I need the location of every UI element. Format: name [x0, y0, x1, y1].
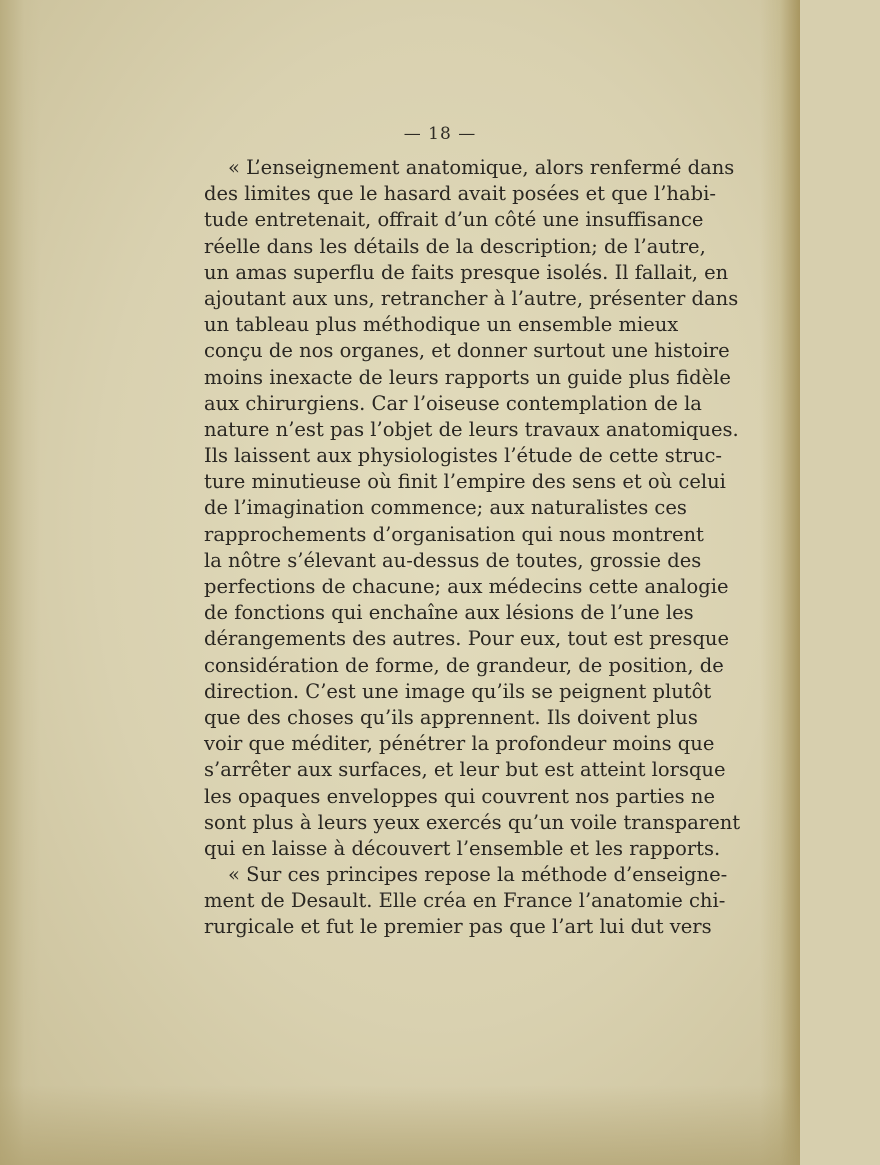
page-edge-shadow-bottom: [0, 1085, 800, 1165]
text-line: ture minutieuse où finit l’empire des sens et où celui: [204, 470, 726, 494]
text-line: « Sur ces principes repose la méthode d’enseigne-: [228, 863, 728, 887]
text-line: s’arrêter aux surfaces, et leur but est atteint lorsque: [204, 758, 726, 782]
text-line: ment de Desault. Elle créa en France l’anatomie chi-: [204, 889, 726, 913]
body-text: [204, 155, 741, 941]
text-line: moins inexacte de leurs rapports un guide plus fidèle: [204, 365, 731, 389]
text-line: considération de forme, de grandeur, de position, de: [204, 653, 724, 677]
text-line: la nôtre s’élevant au-dessus de toutes, grossie des: [204, 548, 702, 572]
text-line: de fonctions qui enchaîne aux lésions de l’une les: [204, 601, 694, 625]
text-line: voir que méditer, pénétrer la profondeur moins que: [204, 732, 715, 756]
page-edge-shadow-left: [0, 0, 40, 1165]
text-line: conçu de nos organes, et donner surtout une histoire: [204, 339, 730, 363]
text-line: dérangements des autres. Pour eux, tout est presque: [204, 627, 730, 651]
text-line: tude entretenait, offrait d’un côté une insuffisance: [204, 208, 704, 232]
text-line: « L’enseignement anatomique, alors renfermé dans: [228, 156, 735, 179]
text-line: rurgicale et fut le premier pas que l’art lui dut vers: [204, 915, 712, 939]
page-edge-shadow-right: [760, 0, 800, 1165]
text-line: que des choses qu’ils apprennent. Ils doivent plus: [204, 705, 698, 729]
text-line: un tableau plus méthodique un ensemble mieux: [204, 313, 679, 337]
text-line: de l’imagination commence; aux naturalistes ces: [204, 496, 687, 520]
text-line: ajoutant aux uns, retrancher à l’autre, présenter dans: [204, 286, 739, 310]
page-number: — 18 —: [403, 124, 477, 144]
text-line: perfections de chacune; aux médecins cette analogie: [204, 575, 729, 598]
text-line: un amas superflu de faits presque isolés. Il fallait, en: [204, 260, 729, 284]
text-line: des limites que le hasard avait posées et que l’habi-: [204, 182, 716, 206]
text-line: aux chirurgiens. Car l’oiseuse contemplation de la: [204, 391, 702, 415]
paragraph: [204, 862, 728, 941]
text-line: nature n’est pas l’objet de leurs travaux anatomiques.: [204, 417, 739, 441]
text-line: qui en laisse à découvert l’ensemble et les rapports.: [204, 836, 721, 860]
text-line: sont plus à leurs yeux exercés qu’un voile transparent: [204, 810, 741, 834]
text-line: réelle dans les détails de la description; de l’autre,: [204, 234, 706, 258]
text-line: les opaques enveloppes qui couvrent nos parties ne: [204, 784, 715, 808]
text-line: rapprochements d’organisation qui nous montrent: [204, 522, 704, 546]
paragraph: [204, 155, 741, 862]
text-line: Ils laissent aux physiologistes l’étude de cette struc-: [204, 444, 723, 468]
text-line: direction. C’est une image qu’ils se peignent plutôt: [204, 679, 712, 703]
